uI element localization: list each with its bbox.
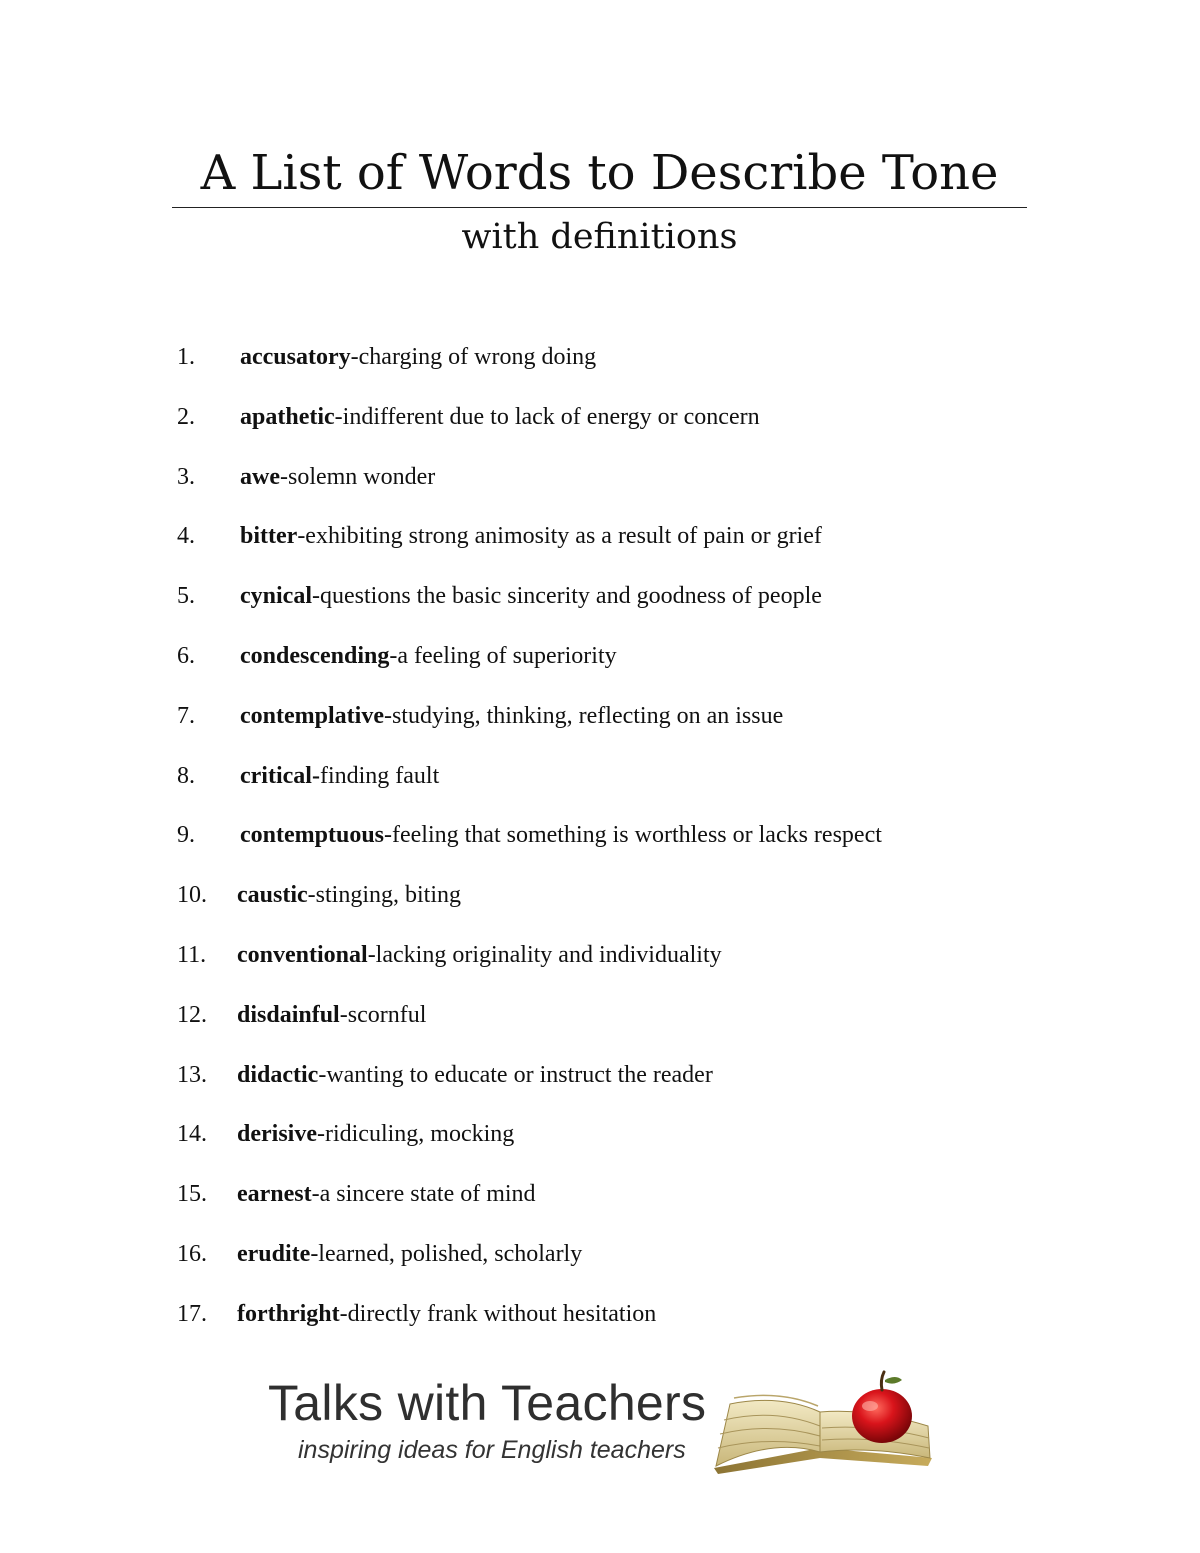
brand-name: Talks with Teachers bbox=[268, 1375, 707, 1431]
item-number: 17. bbox=[177, 1300, 207, 1327]
list-item bbox=[0, 756, 1200, 816]
item-term: disdainful bbox=[237, 1001, 340, 1028]
item-text bbox=[240, 756, 439, 796]
item-term: caustic bbox=[237, 882, 308, 909]
item-text bbox=[240, 337, 596, 377]
brand-tagline: inspiring ideas for English teachers bbox=[298, 1436, 686, 1464]
item-text bbox=[237, 1234, 582, 1274]
list-item bbox=[0, 1294, 1200, 1354]
list-item bbox=[0, 696, 1200, 756]
item-term: conventional bbox=[237, 941, 368, 968]
item-definition: -lacking originality and individuality bbox=[367, 941, 722, 968]
item-number: 14. bbox=[177, 1121, 207, 1148]
item-text bbox=[237, 995, 426, 1035]
title-divider bbox=[172, 207, 1027, 208]
item-number: 15. bbox=[177, 1181, 207, 1208]
item-number: 1. bbox=[177, 344, 195, 370]
item-definition: -scornful bbox=[339, 1001, 427, 1028]
item-definition: -studying, thinking, reflecting on an issue bbox=[383, 702, 784, 729]
tone-word-list bbox=[0, 337, 1200, 1354]
item-term: forthright bbox=[237, 1300, 340, 1327]
list-item bbox=[0, 1114, 1200, 1174]
item-number: 8. bbox=[177, 762, 195, 789]
item-text bbox=[240, 397, 760, 437]
list-item bbox=[0, 995, 1200, 1055]
item-term: critical- bbox=[240, 762, 320, 789]
list-item bbox=[0, 576, 1200, 636]
item-term: erudite bbox=[237, 1240, 311, 1267]
item-number: 9. bbox=[177, 822, 195, 849]
item-term: condescending bbox=[240, 642, 390, 669]
list-item bbox=[0, 457, 1200, 517]
item-definition: -a feeling of superiority bbox=[389, 642, 617, 669]
item-number: 10. bbox=[177, 882, 207, 909]
item-number: 3. bbox=[177, 463, 195, 490]
item-number: 5. bbox=[177, 583, 195, 610]
list-item bbox=[0, 1234, 1200, 1294]
item-term: didactic bbox=[237, 1061, 319, 1088]
item-definition: -ridiculing, mocking bbox=[316, 1121, 515, 1148]
item-number: 13. bbox=[177, 1061, 207, 1088]
item-text bbox=[240, 516, 822, 556]
item-text bbox=[237, 935, 722, 975]
item-number: 16. bbox=[177, 1240, 207, 1267]
item-number: 7. bbox=[177, 702, 195, 729]
item-text bbox=[237, 875, 461, 915]
item-number: 11. bbox=[177, 941, 207, 968]
list-item bbox=[0, 1055, 1200, 1115]
item-definition: -questions the basic sincerity and goodness of people bbox=[312, 583, 822, 610]
item-term: contemplative bbox=[240, 702, 384, 729]
item-definition: -directly frank without hesitation bbox=[339, 1300, 657, 1327]
footer-logo bbox=[262, 1368, 952, 1480]
item-term: derisive bbox=[237, 1121, 317, 1148]
document-subtitle: with definitions bbox=[461, 217, 738, 257]
item-definition: finding fault bbox=[319, 762, 440, 789]
item-term: contemptuous bbox=[240, 822, 385, 849]
list-item bbox=[0, 397, 1200, 457]
item-definition: -stinging, biting bbox=[307, 882, 461, 909]
item-text bbox=[237, 1114, 514, 1154]
item-text bbox=[237, 1174, 536, 1214]
item-text bbox=[240, 576, 822, 616]
item-definition: -indifferent due to lack of energy or concern bbox=[334, 403, 760, 430]
item-term: accusatory bbox=[240, 344, 351, 370]
item-term: apathetic bbox=[240, 403, 335, 430]
item-text bbox=[240, 696, 783, 736]
item-term: awe bbox=[240, 463, 280, 490]
item-term: earnest bbox=[237, 1181, 312, 1208]
item-number: 6. bbox=[177, 642, 195, 669]
item-definition: -learned, polished, scholarly bbox=[310, 1240, 583, 1267]
list-item bbox=[0, 516, 1200, 576]
item-text bbox=[240, 815, 882, 855]
item-definition: -exhibiting strong animosity as a result of pain or grief bbox=[297, 523, 822, 550]
item-definition: -feeling that something is worthless or lacks respect bbox=[384, 822, 882, 849]
list-item bbox=[0, 935, 1200, 995]
item-text bbox=[237, 1055, 713, 1095]
item-number: 12. bbox=[177, 1001, 207, 1028]
item-text bbox=[240, 457, 435, 497]
list-item bbox=[0, 815, 1200, 875]
item-definition: -a sincere state of mind bbox=[311, 1181, 536, 1208]
list-item bbox=[0, 636, 1200, 696]
item-term: cynical bbox=[240, 583, 312, 610]
item-number: 4. bbox=[177, 523, 195, 550]
item-definition: -wanting to educate or instruct the reader bbox=[318, 1061, 713, 1088]
item-text bbox=[237, 1294, 656, 1334]
document-title: A List of Words to Describe Tone bbox=[200, 145, 999, 201]
list-item bbox=[0, 337, 1200, 397]
item-definition: -solemn wonder bbox=[279, 463, 436, 490]
item-definition: -charging of wrong doing bbox=[350, 344, 597, 370]
list-item bbox=[0, 1174, 1200, 1234]
item-number: 2. bbox=[177, 403, 195, 430]
list-item bbox=[0, 875, 1200, 935]
item-text bbox=[240, 636, 617, 676]
item-term: bitter bbox=[240, 523, 298, 550]
book-apple-icon bbox=[710, 1368, 940, 1480]
